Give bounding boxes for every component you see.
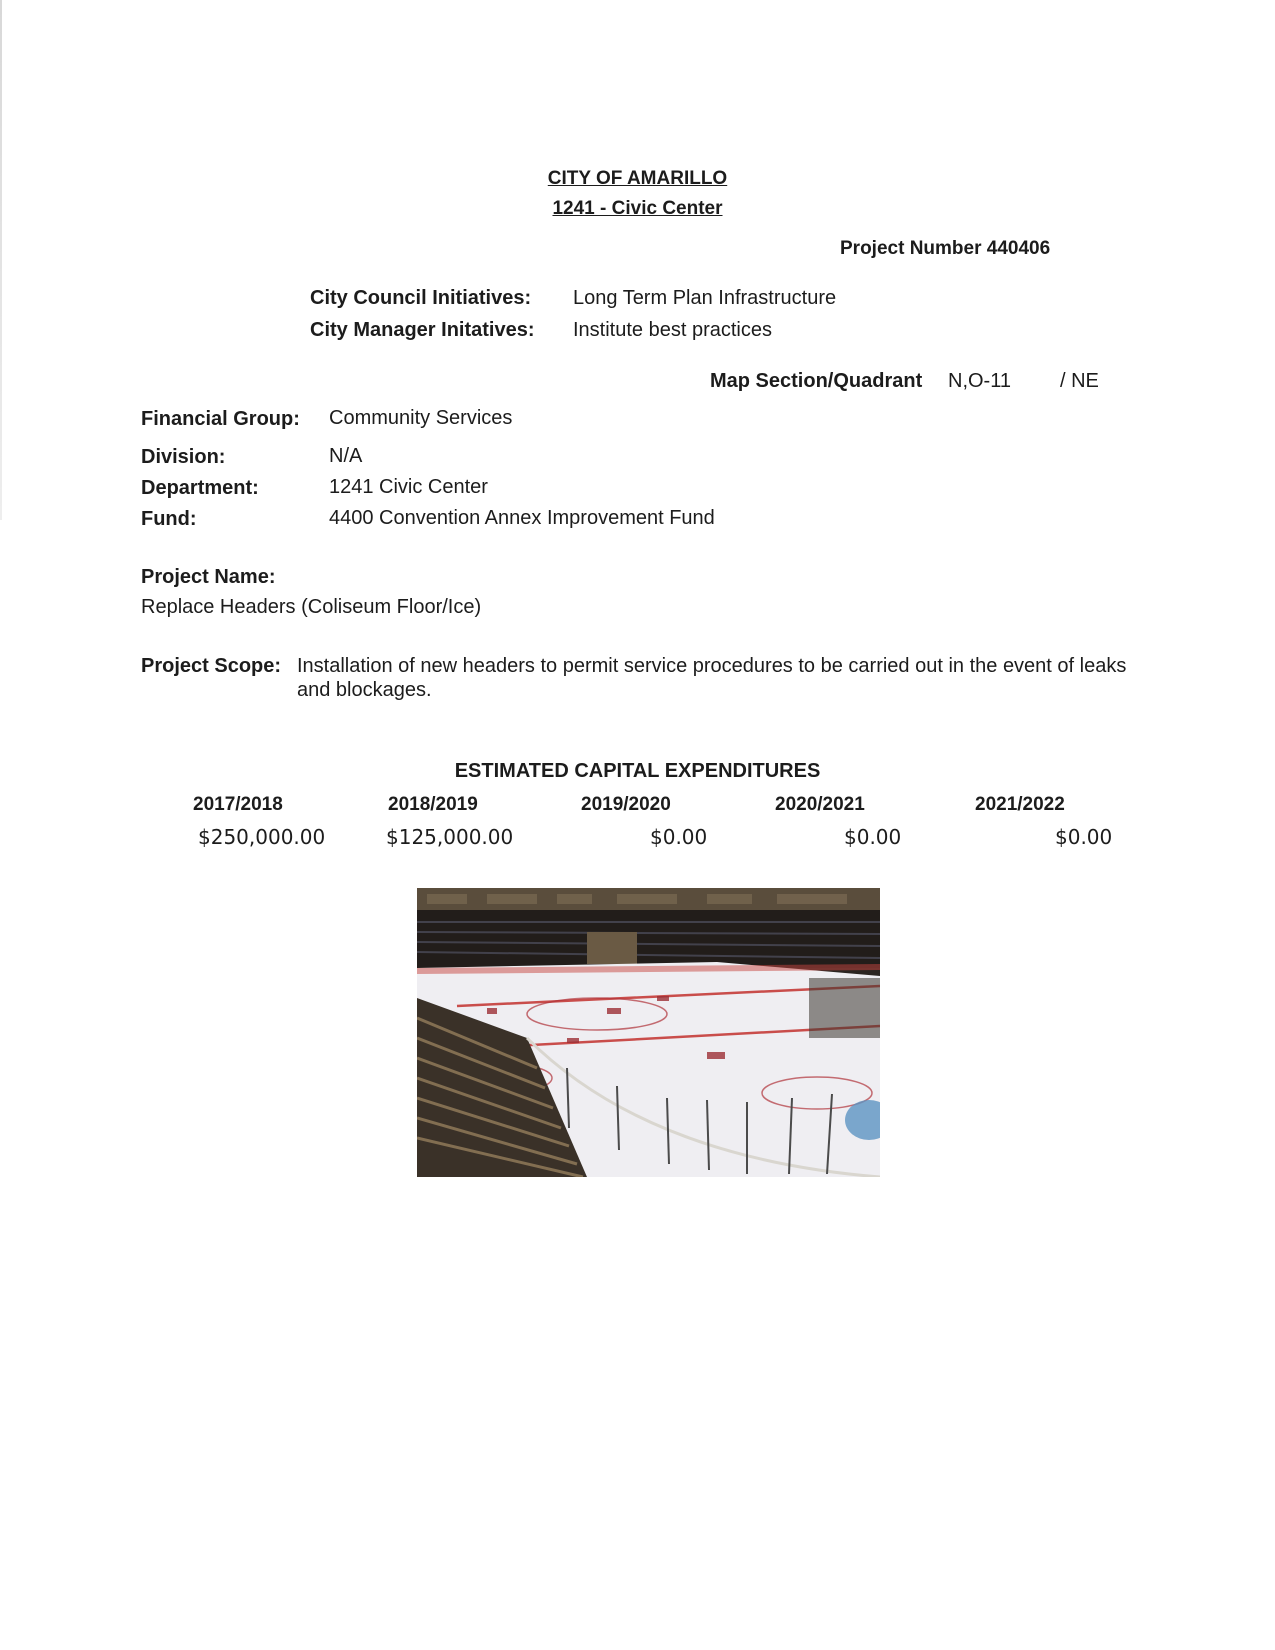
fund-label: Fund:: [141, 508, 197, 530]
year-header: 2017/2018: [193, 794, 283, 815]
project-name-value: Replace Headers (Coliseum Floor/Ice): [141, 596, 482, 618]
map-quadrant-value: / NE: [1060, 370, 1099, 392]
department-title: 1241 - Civic Center: [552, 198, 723, 219]
ice-rink-illustration: [417, 888, 880, 1177]
org-title: CITY OF AMARILLO: [547, 168, 728, 189]
expenditures-title: ESTIMATED CAPITAL EXPENDITURES: [454, 760, 821, 782]
council-initiatives-label: City Council Initiatives:: [310, 287, 532, 309]
project-scope-label: Project Scope:: [141, 655, 282, 677]
expenditure-amount: $0.00: [844, 825, 902, 849]
project-number-label: Project Number: [840, 238, 982, 259]
year-header: 2021/2022: [975, 794, 1065, 815]
arena-photo: [417, 888, 880, 1177]
manager-initiatives-value: Institute best practices: [573, 319, 772, 341]
department-value: 1241 Civic Center: [329, 476, 488, 498]
year-header: 2020/2021: [775, 794, 865, 815]
financial-group-label: Financial Group:: [141, 408, 300, 430]
manager-initiatives-label: City Manager Initatives:: [310, 319, 535, 341]
department-label: Department:: [141, 477, 259, 499]
map-section-label: Map Section/Quadrant: [710, 370, 923, 392]
financial-group-value: Community Services: [329, 407, 513, 429]
expenditure-amount: $125,000.00: [386, 825, 514, 849]
project-scope-value: Installation of new headers to permit service procedures to be carried out in the event of leaks and blockages.: [297, 655, 1127, 701]
project-name-label: Project Name:: [141, 566, 276, 588]
map-section-value: N,O-11: [948, 370, 1011, 392]
year-header: 2019/2020: [581, 794, 671, 815]
project-number-value: 440406: [986, 238, 1051, 259]
year-header: 2018/2019: [388, 794, 478, 815]
fund-value: 4400 Convention Annex Improvement Fund: [329, 507, 715, 529]
project-number: [840, 238, 1050, 260]
scan-edge: [0, 0, 2, 520]
division-label: Division:: [141, 446, 226, 468]
division-value: N/A: [329, 445, 363, 467]
expenditure-amount: $250,000.00: [198, 825, 326, 849]
expenditure-amount: $0.00: [1055, 825, 1113, 849]
expenditure-amount: $0.00: [650, 825, 708, 849]
council-initiatives-value: Long Term Plan Infrastructure: [573, 287, 837, 309]
